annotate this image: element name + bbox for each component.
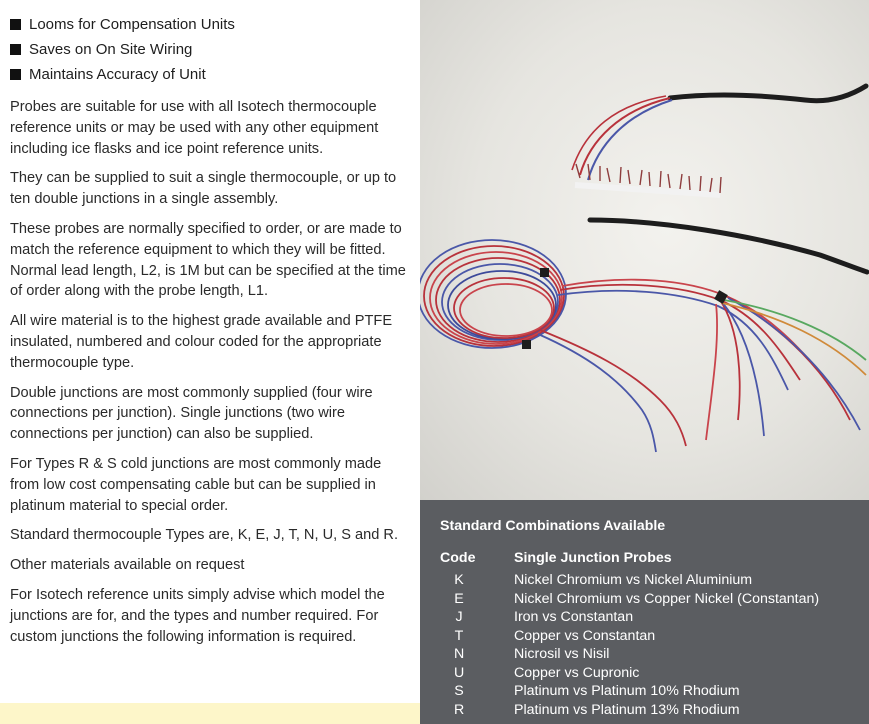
product-photo-thermocouple-loom [420, 0, 869, 500]
standard-combinations-panel [420, 500, 869, 724]
type-code: N [454, 646, 465, 662]
description-paragraph: All wire material is to the highest grade available and PTFE insulated, numbered and colour coded for the appropriate thermocouple type. [10, 313, 393, 371]
description-paragraph: Double junctions are most commonly supplied (four wire connections per junction). Single junctions (two wire connections per junction) can also be supplied. [10, 384, 373, 443]
table-row [420, 591, 869, 610]
feature-bullet-text: Maintains Accuracy of Unit [29, 66, 206, 83]
table-row [420, 646, 869, 665]
type-description: Nickel Chromium vs Nickel Aluminium [514, 572, 753, 588]
description-paragraph: For Types R & S cold junctions are most commonly made from low cost compensating cable but can be supplied in platinum material to special order. [10, 455, 382, 514]
type-code: T [454, 627, 464, 644]
feature-bullet-list [10, 12, 235, 87]
square-bullet-icon [10, 19, 21, 30]
description-paragraph: They can be supplied to suit a single thermocouple, or up to ten double junctions in a single assembly. [10, 170, 397, 208]
table-row [420, 572, 869, 591]
square-bullet-icon [10, 69, 21, 80]
code-column-header: Code [440, 550, 476, 566]
combinations-table [420, 572, 869, 720]
description-paragraph: For Isotech reference units simply advise which model the junctions are for, and the types and number required. For custom junctions the following information is required. [10, 586, 385, 645]
type-code: U [454, 664, 465, 681]
description-paragraph: Other materials available on request [10, 557, 245, 574]
type-description: Platinum vs Platinum 10% Rhodium [514, 683, 740, 699]
feature-bullet [10, 37, 235, 62]
table-row [420, 683, 869, 702]
type-code: E [454, 590, 464, 607]
square-bullet-icon [10, 44, 21, 55]
left-text-column [0, 0, 420, 724]
feature-bullet [10, 12, 235, 37]
panel-title: Standard Combinations Available [440, 518, 666, 534]
type-description: Platinum vs Platinum 13% Rhodium [514, 701, 740, 718]
type-description: Copper vs Cupronic [514, 664, 640, 681]
type-code: K [454, 572, 464, 588]
table-row [420, 665, 869, 684]
type-code: S [454, 683, 464, 699]
type-description: Nicrosil vs Nisil [514, 646, 610, 662]
feature-bullet [10, 62, 235, 87]
type-code: J [455, 609, 463, 625]
type-description: Nickel Chromium vs Copper Nickel (Constantan) [514, 590, 820, 607]
table-row [420, 609, 869, 628]
feature-bullet-text: Looms for Compensation Units [29, 16, 235, 33]
table-row [420, 628, 869, 647]
description-body [10, 97, 412, 656]
description-paragraph: These probes are normally specified to order, or are made to match the reference equipment to which they will be fitted. Normal lead length, L2, is 1M but can be specified at the time of order along with the probe length, L1. [10, 220, 406, 300]
type-code: R [454, 701, 465, 718]
type-description: Iron vs Constantan [514, 609, 634, 625]
description-paragraph: Probes are suitable for use with all Isotech thermocouple reference units or may be used with any other equipment including ice flasks and ice point reference units. [10, 99, 379, 157]
bottom-highlight-strip [0, 703, 420, 724]
description-paragraph: Standard thermocouple Types are, K, E, J, T, N, U, S and R. [10, 527, 399, 544]
type-description: Copper vs Constantan [514, 627, 656, 644]
feature-bullet-text: Saves on On Site Wiring [29, 41, 193, 58]
probe-column-header: Single Junction Probes [514, 550, 672, 566]
table-row [420, 702, 869, 721]
